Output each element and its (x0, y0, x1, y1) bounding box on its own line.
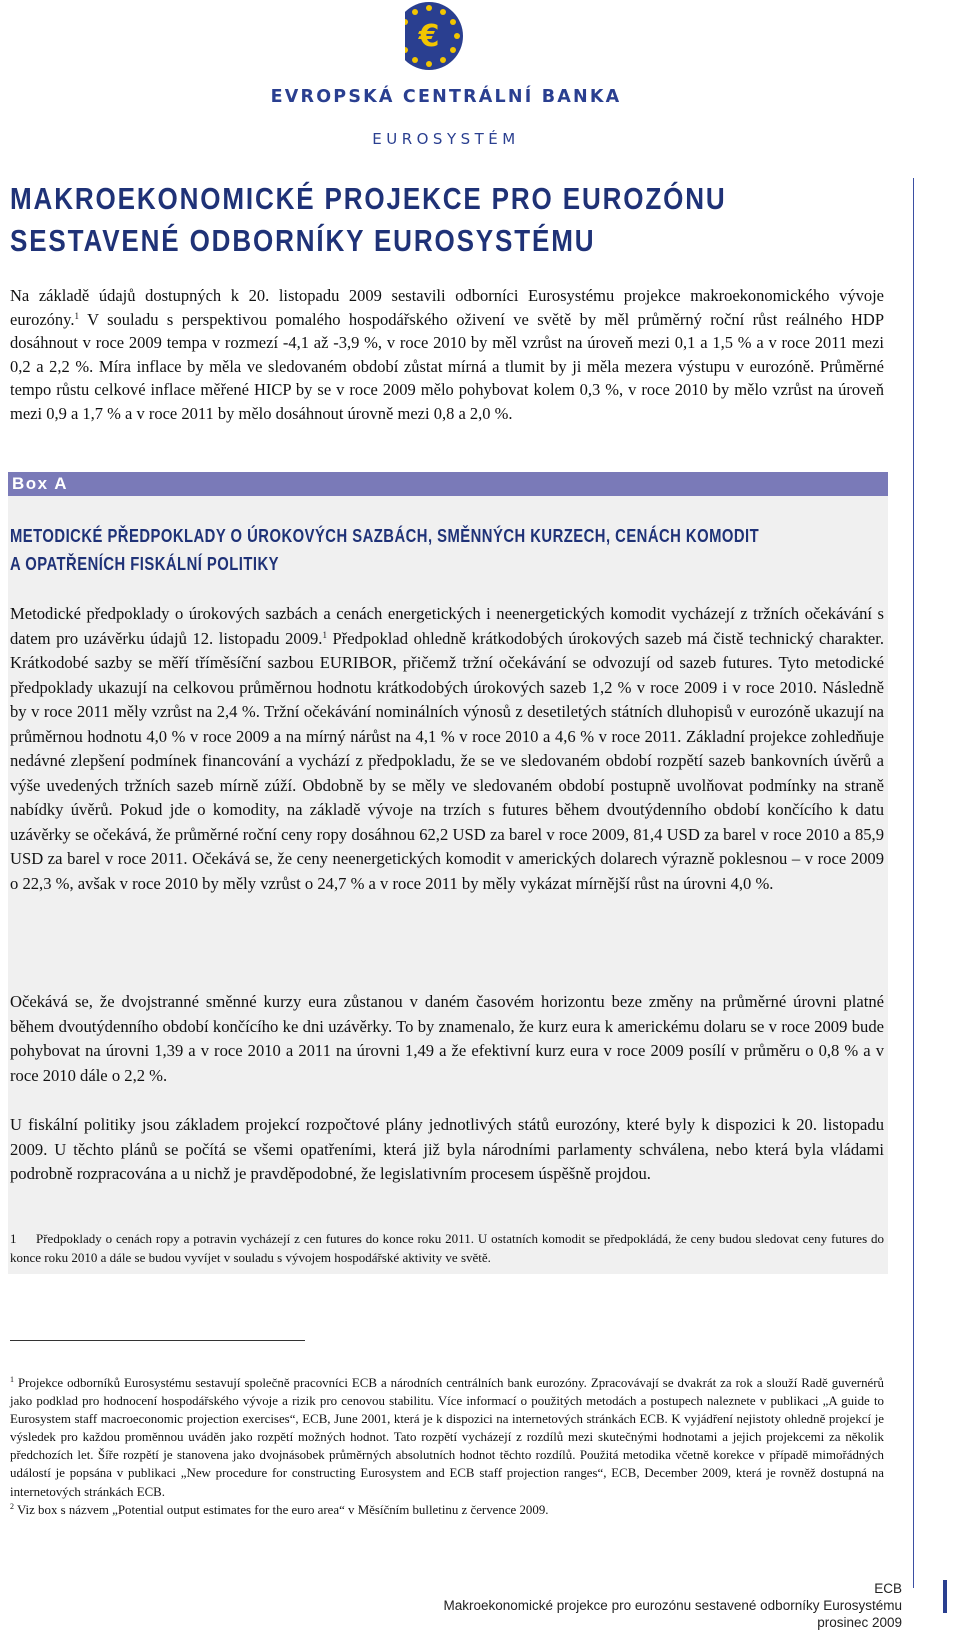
footnote-divider (10, 1340, 305, 1341)
ecb-euro-emblem-icon (405, 2, 487, 72)
box-footnote (10, 1230, 884, 1267)
box-paragraph-2: Očekává se, že dvojstranné směnné kurzy eura zůstanou v daném časovém horizontu beze změny na průměrné úrovni platné během dvoutýdenního období končícího ke dni uzávěrky. To by znamenalo, že kurz eura k americkému dolaru se v roce 2009 bude pohybovat na úrovni 1,39 a v roce 2010 a 2011 na úrovni 1,49 a že efektivní kurz eura v roce 2009 posílí v průměru o 0,8 % a v roce 2010 dále o 2,2 %. (10, 992, 884, 1085)
box-paragraph-1 (10, 602, 884, 896)
footnote-1-text: Projekce odborníků Eurosystému sestavují společně pracovníci ECB a národních centrálních bank eurozóny. Zpracovávají se dvakrát za rok a slouží Radě guvernérů jako podklad pro hodnocení hospodářského vývoje a rizik pro cenovou stabilitu. Více informací o použitých metodách a postupech naleznete v publikaci „A guide to Eurosystem staff macroeconomic projection exercises“, ECB, June 2001, která je k dispozici na internetových stránkách ECB. K vyjádření nejistoty ohledně projekcí je výsledek pro každou proměnnou uváděn jako rozpětí možných hodnot. Tato rozpětí vycházejí z rozdílů mezi skutečnými hodnotami a jejich projekcemi za několik předchozích let. Šíře rozpětí je stanovena jako dvojnásobek průměrných absolutních hodnot těchto rozdílů. Použitá metodika včetně korekce v případě mimořádných událostí je popsána v publikaci „New procedure for constructing Eurosystem and ECB staff projection ranges“, ECB, December 2009, která je rovněž dostupná na internetových stránkách ECB. (10, 1376, 884, 1499)
footnotes (10, 1374, 884, 1519)
page-marker (943, 1580, 947, 1613)
box-footnote-text: Předpoklady o cenách ropy a potravin vycházejí z cen futures do konce roku 2011. U ostatních komodit se předpokládá, že ceny budou sledovat ceny futures do konce roku 2010 a dále se budou vyvíjet v souladu s vývojem hospodářské aktivity ve světě. (10, 1231, 884, 1265)
box-title (10, 522, 778, 578)
box-p1-text-a: Metodické předpoklady o úrokových sazbách a cenách energetických i neenergetických komodit vycházejí z tržních očekávání s datem pro uzávěrku údajů 12. listopadu 2009. (10, 604, 884, 648)
footnote-2 (10, 1501, 884, 1519)
svg-text:€: € (418, 19, 440, 54)
footnote-1 (10, 1374, 884, 1501)
footnote-1-number: 1 (10, 1375, 14, 1384)
box-title-line-2: A OPATŘENÍCH FISKÁLNÍ POLITIKY (10, 553, 280, 574)
box-label: Box A (8, 472, 888, 496)
footer-date: prosinec 2009 (817, 1615, 902, 1630)
box-p1-text-b: Předpoklad ohledně krátkodobých úrokových sazeb má čistě technický charakter. Krátkodobé sazby se měří tříměsíční sazbou EURIBOR, přičemž tržní očekávání se odvozují od sazeb futures. Tyto metodické předpoklady ukazují na celkovou průměrnou hodnotu krátkodobých úrokových sazeb 1,2 % v roce 2009 i v roce 2010. Následně by v roce 2011 měly vzrůst na 2,4 %. Tržní očekávání nominálních výnosů z desetiletých státních dluhopisů v eurozóně ukazují na průměrnou hodnotu 4,0 % v roce 2009 a na mírný nárůst na 4,1 % v roce 2010 a 4,6 % v roce 2011. Základní projekce zohledňuje nedávné zlepšení podmínek financování a vychází z předpokladu, že se ve sledovaném období rozpětí sazeb bankovních úvěrů a výše uvedených tržních sazeb mírně zúží. Obdobně by se měly ve sledovaném období postupně uvolňovat podmínky na straně nabídky úvěrů. Pokud jde o komodity, na základě vývoje na trzích s futures během dvoutýdenního období končícího k datu uzávěrky se očekává, že průměrné roční ceny ropy dosáhnou 62,2 USD za barel v roce 2009, 81,4 USD za barel v roce 2010 a 85,9 USD za barel v roce 2011. Očekává se, že ceny neenergetických komodit v amerických dolarech výrazně poklesnou – v roce 2009 o 22,3 %, avšak v roce 2010 by měly vzrůst o 24,7 % a v roce 2011 by měly vykázat mírnější růst na úrovni 4,0 %. (10, 628, 884, 893)
box-footnote-ref[interactable]: 1 (322, 629, 327, 640)
footnote-ref[interactable]: 1 (74, 310, 79, 321)
footnote-2-text: Viz box s názvem „Potential output estimates for the euro area“ v Měsíčním bulletinu z července 2009. (14, 1502, 549, 1517)
organization-subtitle: EUROSYSTÉM (372, 130, 520, 148)
footer-publication-title: Makroekonomické projekce pro eurozónu sestavené odborníky Eurosystému (443, 1598, 902, 1613)
title-line-1: MAKROEKONOMICKÉ PROJEKCE PRO EUROZÓNU (10, 181, 727, 216)
page-title (10, 178, 749, 262)
box-footnote-number: 1 (10, 1231, 17, 1246)
footnote-2-number: 2 (10, 1501, 14, 1511)
page-footer (444, 1580, 903, 1631)
title-line-2: SESTAVENÉ ODBORNÍKY EUROSYSTÉMU (10, 223, 596, 258)
box-a (8, 472, 888, 1274)
intro-text-b: V souladu s perspektivou pomalého hospodářského oživení ve světě by měl průměrný roční růst reálného HDP dosáhnout v roce 2009 tempa v rozmezí -4,1 až -3,9 %, v roce 2010 by měl vzrůst na úroveň mezi 0,1 a 1,5 % a v roce 2011 mezi 0,2 a 2,2 %. Míra inflace by měla ve sledovaném období zůstat mírná a tlumit by ji měla mezera výstupu v eurozóně. Průměrné tempo růstu celkové inflace měřené HICP by se v roce 2009 mělo pohybovat kolem 0,3 %, v roce 2010 by mělo vzrůst na úroveň mezi 0,9 a 1,7 % a v roce 2011 by mělo dosáhnout úrovně mezi 0,8 a 2,0 %. (10, 309, 884, 423)
margin-rule (913, 178, 914, 1588)
box-paragraph-3: U fiskální politiky jsou základem projekcí rozpočtové plány jednotlivých států eurozóny, které byly k dispozici k 20. listopadu 2009. U těchto plánů se počítá se všemi opatřeními, která již byla národními parlamenty schválena, nebo která byla vládami podrobně rozpracována a u nichž je pravděpodobné, že legislativním procesem úspěšně projdou. (10, 1115, 884, 1183)
intro-text-a: Na základě údajů dostupných k 20. listopadu 2009 sestavili odborníci Eurosystému projekce makroekonomického vývoje eurozóny. (10, 286, 884, 329)
box-title-line-1: METODICKÉ PŘEDPOKLADY O ÚROKOVÝCH SAZBÁCH, SMĚNNÝCH KURZECH, CENÁCH KOMODIT (10, 525, 760, 546)
organization-name: EVROPSKÁ CENTRÁLNÍ BANKA (270, 87, 622, 107)
intro-paragraph (10, 284, 884, 426)
footer-publisher: ECB (874, 1581, 902, 1596)
